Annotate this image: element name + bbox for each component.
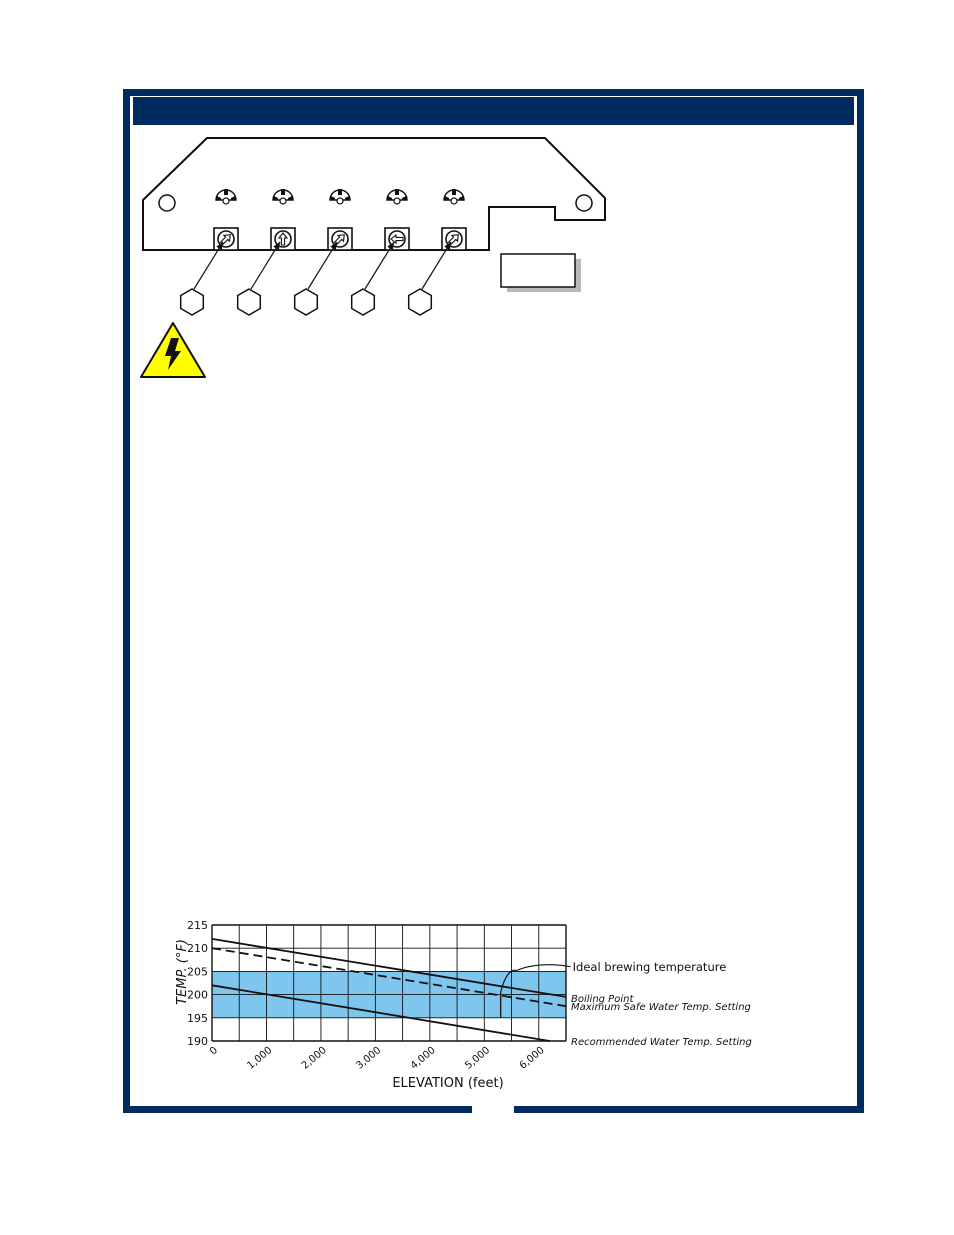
terminal-block-diagram (135, 130, 615, 320)
x-tick-label: 3,000 (354, 1044, 384, 1072)
hex-nut (238, 289, 261, 315)
indicator-mark (224, 189, 228, 195)
x-tick-label: 5,000 (463, 1044, 493, 1072)
ideal-band-label: Ideal brewing temperature (572, 959, 727, 974)
hex-nut (295, 289, 318, 315)
chart-ylabel: TEMP. (°F) (175, 939, 190, 1005)
hex-nut (352, 289, 375, 315)
y-tick-label: 215 (187, 919, 208, 932)
x-tick-label: 4,000 (408, 1044, 438, 1072)
indicator-center (223, 198, 229, 204)
indicator-mark (281, 189, 285, 195)
terminal-plate-outline (143, 138, 605, 250)
header-bar (133, 97, 854, 125)
elevation-temperature-chart (160, 912, 770, 1097)
indicator-center (451, 198, 457, 204)
y-tick-label: 210 (187, 942, 208, 956)
y-tick-label: 190 (187, 1035, 208, 1048)
indicator-center (280, 198, 286, 204)
label-box (501, 254, 575, 287)
indicator-mark (338, 189, 342, 195)
x-tick-label: 0 (207, 1044, 220, 1058)
series-label-1: Boiling Point (571, 993, 634, 1005)
warning-triangle (138, 320, 208, 380)
bottom-bar-right (514, 1106, 864, 1113)
mounting-hole-right (576, 195, 592, 211)
x-tick-label: 1,000 (245, 1044, 275, 1072)
indicator-center (394, 198, 400, 204)
indicator-mark (395, 189, 399, 195)
hex-nut (409, 289, 432, 315)
hex-nut (181, 289, 204, 315)
x-tick-label: 6,000 (517, 1044, 547, 1072)
chart-xlabel: ELEVATION (feet) (392, 1076, 504, 1091)
series-label-3: Recommended Water Temp. Setting (571, 1037, 752, 1048)
indicator-mark (452, 189, 456, 195)
x-tick-label: 2,000 (299, 1044, 329, 1072)
y-tick-label: 195 (187, 1011, 208, 1025)
series-label-2: Maximum Safe Water Temp. Setting (571, 1002, 751, 1014)
callout-curve (517, 965, 571, 971)
y-tick-label: 205 (187, 965, 208, 979)
mounting-hole-left (159, 195, 175, 211)
bottom-bar-left (123, 1106, 472, 1113)
y-tick-label: 200 (187, 988, 208, 1002)
indicator-center (337, 198, 343, 204)
